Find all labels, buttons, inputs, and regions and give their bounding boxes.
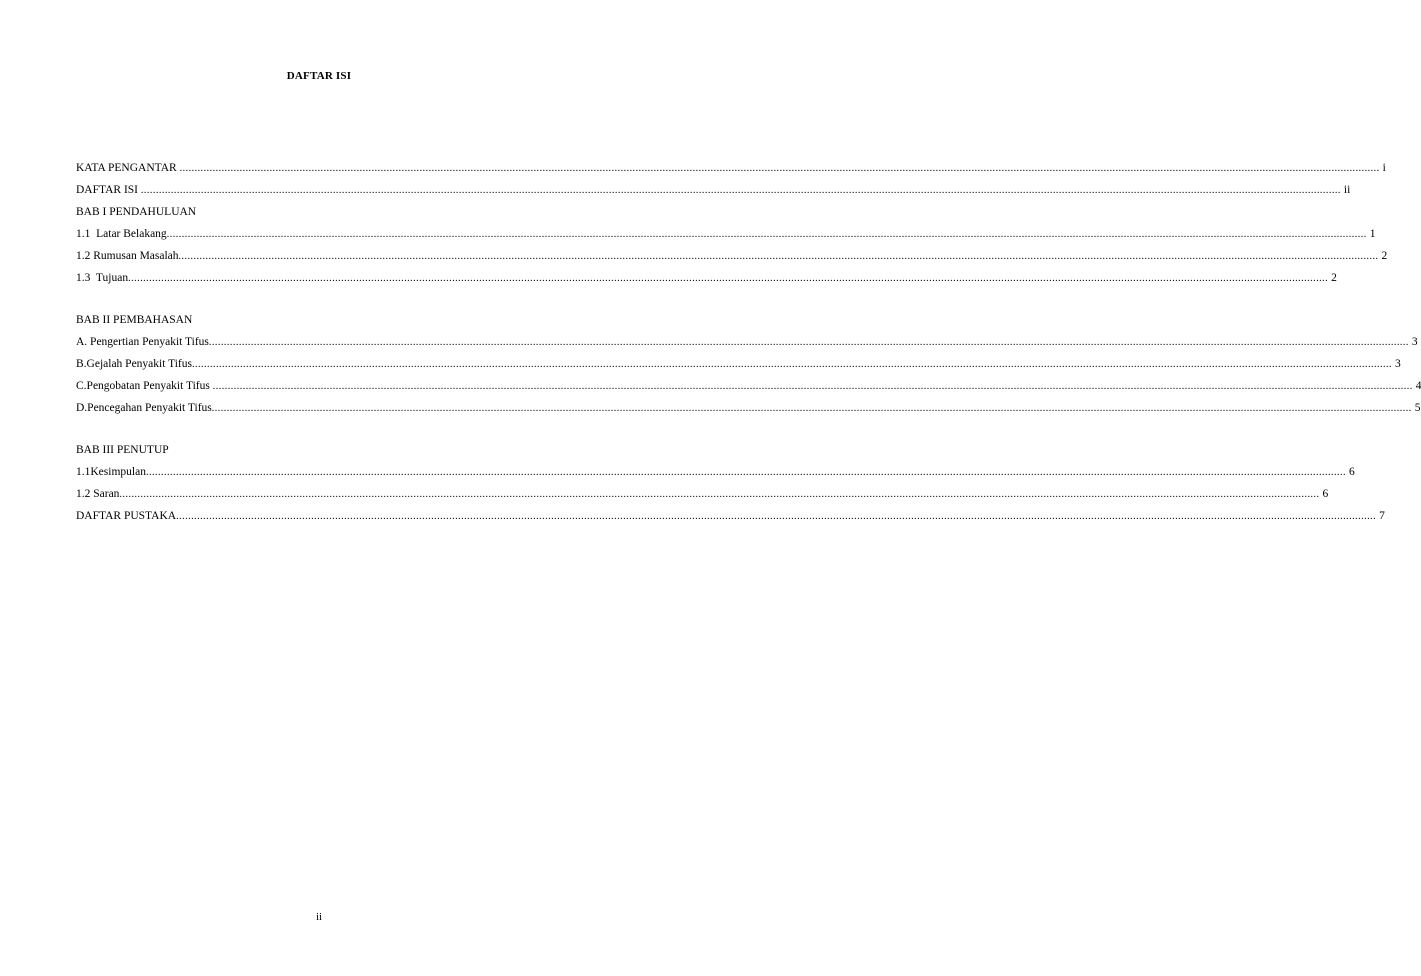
toc-entry-label: 1.1Kesimpulan [76, 466, 146, 478]
toc-entry-label: 1.1 Latar Belakang [76, 228, 167, 240]
toc-dot-leader: ................................................................................................................................................................................................................................................................................................................................................................................................................ [212, 381, 1413, 392]
toc-entry-page: 2 [1331, 272, 1337, 284]
toc-dot-leader: ................................................................................................................................................................................................................................................................................................................................................................................................................ [140, 185, 1341, 196]
toc-dot-leader: ................................................................................................................................................................................................................................................................................................................................................................................................................ [211, 403, 1412, 414]
toc-dot-leader: ................................................................................................................................................................................................................................................................................................................................................................................................................ [145, 467, 1346, 478]
toc-entry-label: D.Pencegahan Penyakit Tifus [76, 402, 212, 414]
toc-entry-page: 2 [1381, 250, 1388, 262]
toc-entry-label: KATA PENGANTAR [76, 162, 180, 174]
toc-dot-leader: ................................................................................................................................................................................................................................................................................................................................................................................................................ [128, 273, 1329, 284]
toc-entry-page: 6 [1322, 488, 1329, 500]
toc-entry-label: BAB II PEMBAHASAN [76, 314, 193, 326]
toc-entry [76, 353, 1401, 375]
toc-entry [76, 461, 1355, 483]
toc-entry [76, 201, 496, 223]
toc-entry [76, 245, 1388, 267]
toc-entry-label: B.Gejalah Penyakit Tifus [76, 358, 192, 370]
toc-entry [76, 179, 1351, 201]
toc-entry-page: 3 [1411, 336, 1418, 348]
toc-entry-page: 3 [1394, 358, 1401, 370]
toc-entry [76, 439, 496, 461]
page-title: DAFTAR ISI [286, 70, 352, 82]
toc-entry-page: 6 [1348, 466, 1355, 478]
toc-entry-label: C.Pengobatan Penyakit Tifus [76, 380, 213, 392]
toc-dot-leader: ................................................................................................................................................................................................................................................................................................................................................................................................................ [208, 337, 1409, 348]
toc-entry-label: BAB I PENDAHULUAN [76, 206, 197, 218]
toc-entry-label: A. Pengertian Penyakit Tifus [76, 336, 209, 348]
toc-dot-leader: ................................................................................................................................................................................................................................................................................................................................................................................................................ [119, 489, 1320, 500]
toc-entry-page: 1 [1369, 228, 1376, 240]
toc-entry-page: 5 [1414, 402, 1421, 414]
toc-entry [76, 309, 496, 331]
toc-entry [76, 483, 1329, 505]
toc-dot-leader: ................................................................................................................................................................................................................................................................................................................................................................................................................ [191, 359, 1392, 370]
toc-entry [76, 375, 1421, 397]
toc-entry-label: 1.3 Tujuan [76, 272, 129, 284]
toc-dot-leader: ................................................................................................................................................................................................................................................................................................................................................................................................................ [179, 163, 1380, 174]
toc-entry-label: BAB III PENUTUP [76, 444, 169, 456]
toc-dot-leader: ................................................................................................................................................................................................................................................................................................................................................................................................................ [166, 229, 1367, 240]
toc-entry [76, 397, 1421, 419]
toc-dot-leader: ................................................................................................................................................................................................................................................................................................................................................................................................................ [178, 251, 1379, 262]
toc-entry-page: ii [1343, 184, 1351, 196]
toc-entry-label: DAFTAR PUSTAKA [76, 510, 177, 522]
toc-entry [76, 267, 1337, 289]
toc-entry [76, 331, 1418, 353]
toc-entry-page: i [1382, 162, 1386, 174]
page-number: ii [315, 911, 323, 923]
toc-entry-label: 1.2 Saran [76, 488, 120, 500]
toc-entry-page: 4 [1415, 380, 1421, 392]
toc-entry-label: DAFTAR ISI [76, 184, 141, 196]
toc-entry [76, 223, 1376, 245]
table-of-contents [76, 157, 1421, 527]
toc-entry-label: 1.2 Rumusan Masalah [76, 250, 179, 262]
toc-entry [76, 157, 1386, 179]
toc-dot-leader: ................................................................................................................................................................................................................................................................................................................................................................................................................ [176, 511, 1377, 522]
toc-entry [76, 505, 1385, 527]
toc-entry-page: 7 [1379, 510, 1385, 522]
